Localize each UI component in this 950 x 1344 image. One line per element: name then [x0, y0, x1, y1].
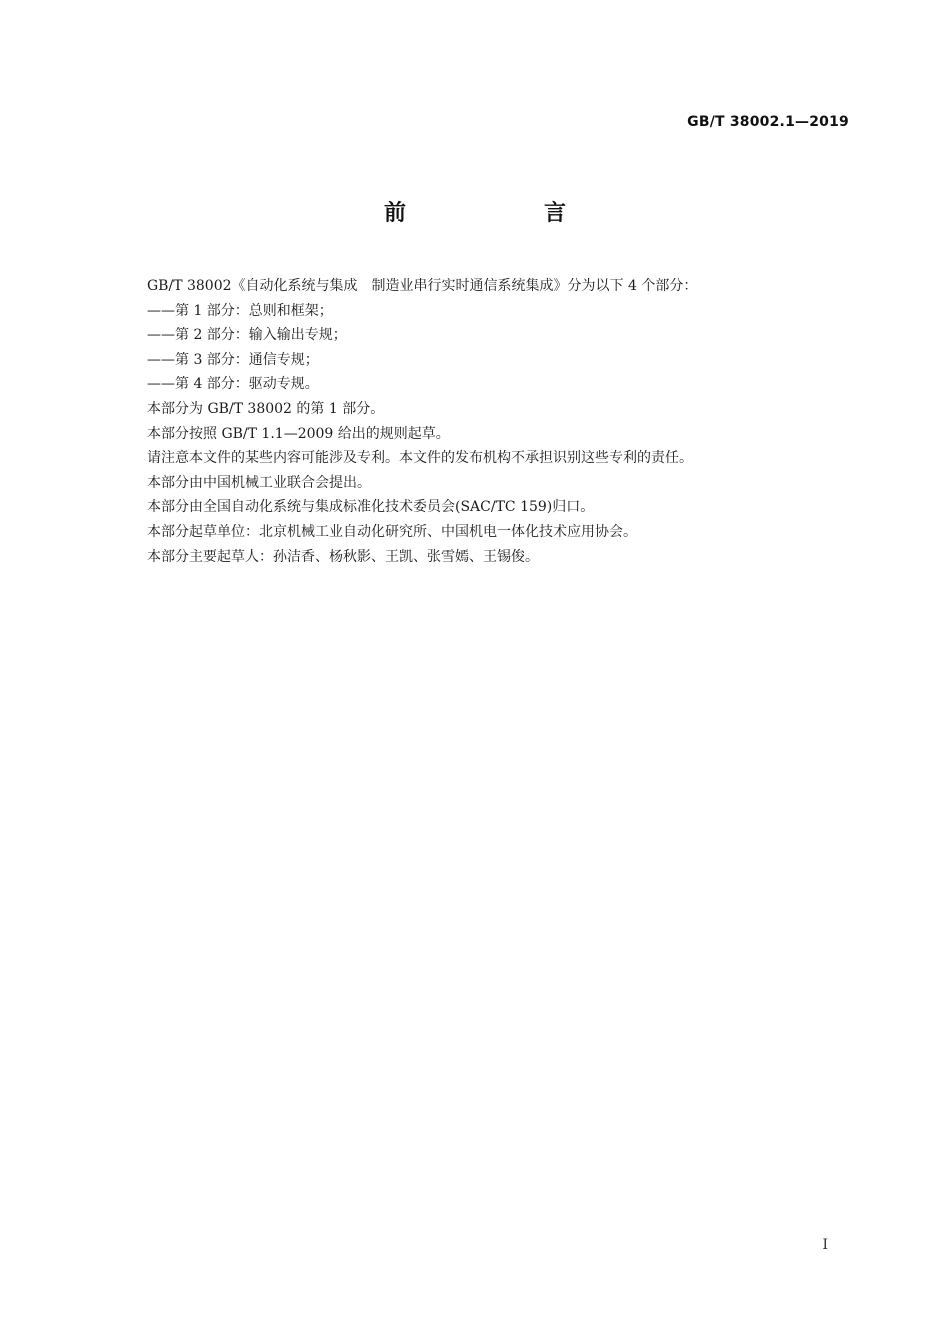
- paragraph-drafting-units: 本部分起草单位：北京机械工业自动化研究所、中国机电一体化技术应用协会。: [147, 523, 637, 540]
- paragraph-drafting-rules: 本部分按照 GB/T 1.1—2009 给出的规则起草。: [147, 425, 450, 442]
- page-title: 前 言: [383, 201, 624, 226]
- list-item-part-3: ——第 3 部分：通信专规；: [147, 351, 319, 368]
- paragraph-drafters: 本部分主要起草人：孙洁香、杨秋影、王凯、张雪嫣、王锡俊。: [147, 548, 539, 565]
- paragraph-committee: 本部分由全国自动化系统与集成标准化技术委员会(SAC/TC 159)归口。: [147, 499, 595, 516]
- standard-code: GB/T 38002.1—2019: [687, 114, 849, 130]
- paragraph-proposer: 本部分由中国机械工业联合会提出。: [147, 474, 371, 491]
- list-item-part-1: ——第 1 部分：总则和框架；: [147, 302, 333, 319]
- page-number: I: [822, 1237, 828, 1253]
- paragraph-intro: GB/T 38002《自动化系统与集成 制造业串行实时通信系统集成》分为以下 4 个部分：: [147, 278, 698, 294]
- paragraph-patent-notice: 请注意本文件的某些内容可能涉及专利。本文件的发布机构不承担识别这些专利的责任。: [147, 450, 693, 467]
- paragraph-scope: 本部分为 GB/T 38002 的第 1 部分。: [147, 400, 385, 417]
- list-item-part-4: ——第 4 部分：驱动专规。: [147, 376, 319, 393]
- foreword-body: [147, 274, 827, 569]
- list-item-part-2: ——第 2 部分：输入输出专规；: [147, 327, 347, 344]
